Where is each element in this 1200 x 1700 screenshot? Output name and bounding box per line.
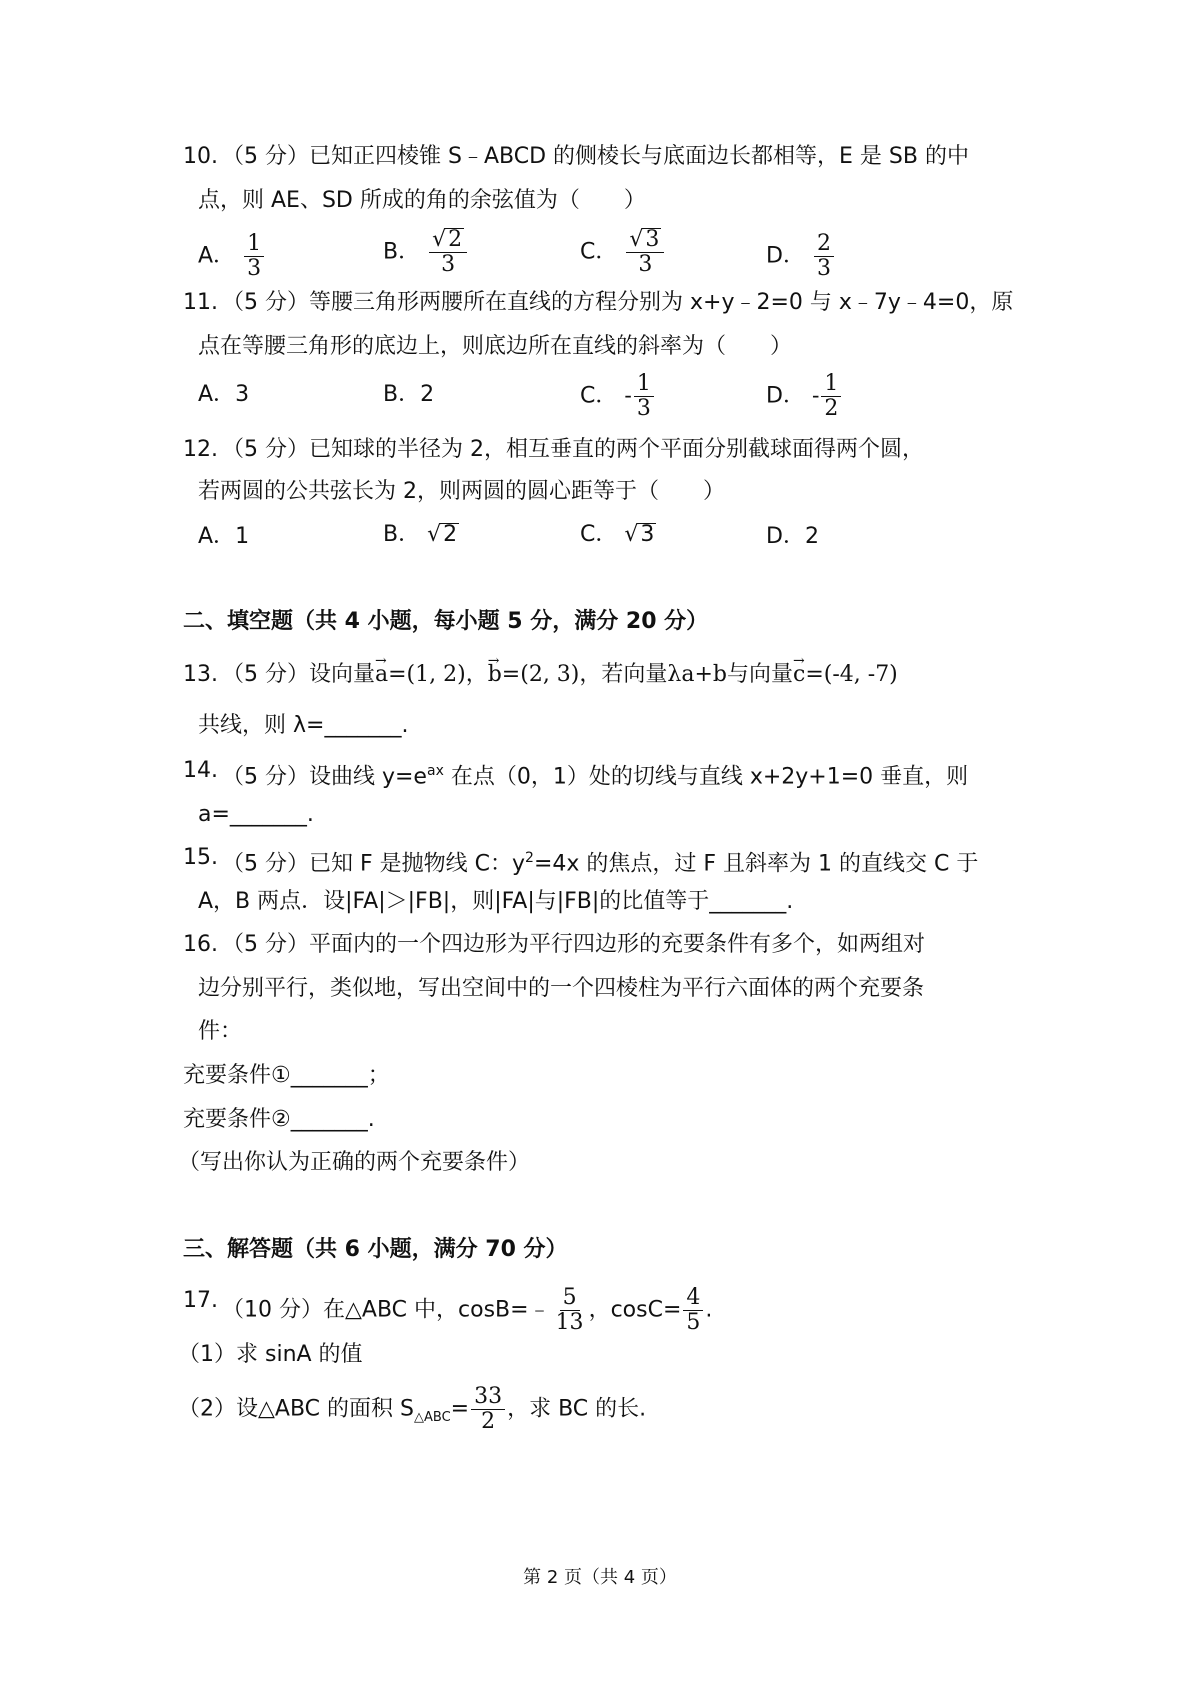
sqrt: √ 2: [432, 227, 463, 252]
question-text: 点在等腰三角形的底边上，则底边所在直线的斜率为（ ）: [198, 334, 793, 359]
sqrt: √ 2: [427, 522, 458, 547]
option-c: [580, 228, 666, 277]
question-text: （5 分）已知正四棱锥 S﹣ABCD 的侧棱长与底面边长都相等，E 是 SB 的中: [222, 144, 969, 169]
question-text: （5 分）平面内的一个四边形为平行四边形的充要条件有多个，如两组对: [222, 932, 925, 957]
sqrt: √ 3: [629, 227, 660, 252]
option-b: B．2: [383, 382, 435, 407]
option-d: [766, 232, 836, 281]
question-text: 边分别平行，类似地，写出空间中的一个四棱柱为平行六面体的两个充要条: [198, 976, 925, 1001]
fraction-area: $\frac{33}{2}$: [471, 1385, 505, 1434]
question-text: （5 分）已知球的半径为 2，相互垂直的两个平面分别截球面得两个圆，: [222, 437, 924, 462]
option-c: C． √ 3: [580, 522, 655, 547]
question-text: （5 分）等腰三角形两腰所在直线的方程分别为 x+y﹣2=0 与 x﹣7y﹣4=0，原: [222, 290, 1014, 315]
fraction: $\frac{1}{3}$: [244, 232, 264, 281]
option-a: [198, 232, 266, 281]
question-number: 10.: [183, 144, 218, 169]
vector-combo: λa+b: [667, 662, 727, 687]
question-text: （5 分）设向量: [222, 662, 375, 687]
vector-c: → c=(-4, -7): [793, 660, 898, 690]
exponent: 2: [525, 850, 534, 866]
question-text: 件：: [198, 1019, 243, 1044]
option-label: A．: [198, 243, 236, 269]
question-text: （5 分）设曲线 y=e: [222, 764, 427, 790]
question-number: 14.: [183, 758, 218, 783]
option-a: A．3: [198, 382, 250, 407]
question-text: 若两圆的公共弦长为 2，则两圆的圆心距等于（ ）: [198, 479, 725, 504]
fraction-cosB: $\frac{5}{13}$: [555, 1285, 584, 1335]
option-a: A．1: [198, 524, 250, 549]
question-text: 点，则 AE、SD 所成的角的余弦值为（ ）: [198, 188, 646, 213]
question-number: 11.: [183, 290, 218, 315]
question-number: 12.: [183, 437, 218, 462]
option-c: C． - $\frac{1}{3}$: [580, 372, 656, 421]
option-label: C．: [580, 239, 618, 265]
fraction-cosC: $\frac{4}{5}$: [683, 1286, 703, 1335]
option-d: D．2: [766, 524, 819, 549]
fraction: √ 2 3: [429, 228, 467, 277]
exponent: ax: [426, 763, 444, 779]
question-text: （10 分）在△ABC 中，cosB=﹣: [222, 1297, 551, 1323]
option-b: B． √ 2: [383, 522, 458, 547]
fraction: √ 3 3: [626, 228, 664, 277]
question-number: 16.: [183, 932, 218, 957]
question-number: 13.: [183, 662, 218, 687]
fraction: $\frac{2}{3}$: [814, 232, 834, 281]
subscript: △ABC: [414, 1409, 451, 1425]
option-b: [383, 228, 469, 277]
vector-a: → a=(1, 2): [375, 660, 466, 690]
question-number: 17.: [183, 1288, 218, 1313]
question-text: a=_______.: [198, 802, 314, 827]
fraction: $\frac{1}{2}$: [821, 372, 841, 421]
question-number: 15.: [183, 845, 218, 870]
option-d: D． - $\frac{1}{2}$: [766, 372, 843, 421]
fraction: $\frac{1}{3}$: [634, 372, 654, 421]
option-label: D．: [766, 243, 805, 269]
page-footer: 第 2 页（共 4 页）: [523, 1567, 677, 1588]
question-text: （5 分）已知 F 是抛物线 C：y: [222, 851, 526, 877]
sqrt: √ 3: [624, 522, 655, 547]
question-text: 共线，则 λ=_______.: [198, 713, 409, 738]
question-text: A，B 两点．设|FA|＞|FB|，则|FA|与|FB|的比值等于_______.: [198, 889, 794, 914]
vector-b: → b=(2, 3): [488, 660, 580, 690]
option-label: B．: [383, 239, 421, 265]
